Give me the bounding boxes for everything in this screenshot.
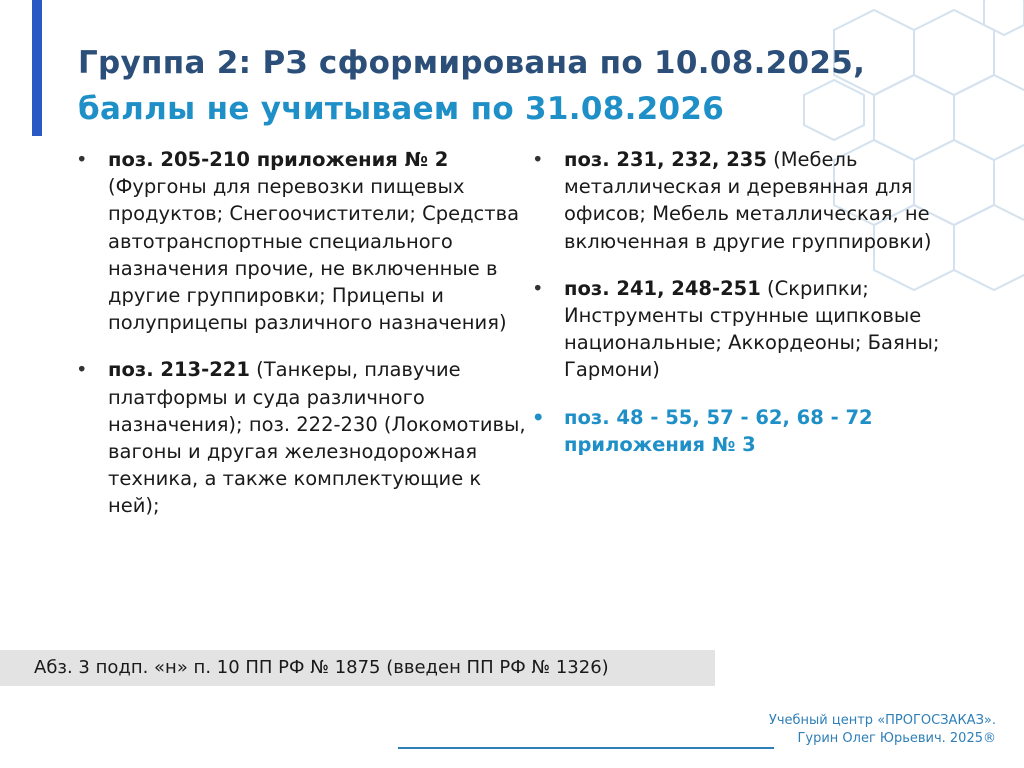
author-credit (769, 712, 996, 748)
credit-line-1: Учебный центр «ПРОГОСЗАКАЗ». (768, 713, 996, 728)
right-column (528, 146, 998, 478)
bullet-item (528, 275, 998, 384)
bullet-item (528, 146, 998, 255)
title-accent-bar (32, 0, 42, 136)
credit-underline (398, 747, 774, 749)
footnote-box (0, 650, 715, 686)
bullet-item-bold: поз. 205-210 приложения № 2 (108, 148, 449, 171)
bullet-item (72, 146, 532, 336)
bullet-item-text: (Скрипки; Инструменты струнные щипковые национальные; Аккордеоны; Баяны; Гармони) (564, 276, 940, 382)
title-line-1: Группа 2: РЗ сформирована по 10.08.2025, (78, 45, 866, 81)
footnote-text: Абз. 3 подп. «н» п. 10 ПП РФ № 1875 (введен ПП РФ № 1326) (34, 657, 609, 678)
bullet-item-text: (Мебель металлическая и деревянная для офисов; Мебель металлическая, не включенная в другие группировки) (564, 148, 932, 253)
bullet-item-text: (Танкеры, плавучие платформы и суда различного назначения); поз. 222-230 (Локомотивы, вагоны и другая железнодорожная техника, а также комплектующие к ней); (108, 358, 526, 518)
title-line-2: баллы не учитываем по 31.08.2026 (78, 91, 725, 127)
left-column (72, 146, 532, 540)
bullet-item (72, 356, 532, 519)
right-bullet-list (528, 146, 998, 458)
left-bullet-list (72, 146, 532, 520)
bullet-item-text: (Фургоны для перевозки пищевых продуктов; Снегоочистители; Средства автотранспортные специального назначения прочие, не включенные в другие группировки; Прицепы и полуприцепы различного назначения) (108, 175, 520, 335)
bullet-item-bold: поз. 241, 248-251 (564, 276, 761, 300)
slide-title (78, 40, 865, 132)
credit-line-2: Гурин Олег Юрьевич. 2025® (797, 731, 996, 746)
bullet-item-bold: поз. 213-221 (108, 358, 250, 382)
highlight-bullet-item: • поз. 48 - 55, 57 - 62, 68 - 72 приложения № 3 (528, 404, 998, 458)
bullet-item-bold: поз. 231, 232, 235 (564, 148, 767, 171)
